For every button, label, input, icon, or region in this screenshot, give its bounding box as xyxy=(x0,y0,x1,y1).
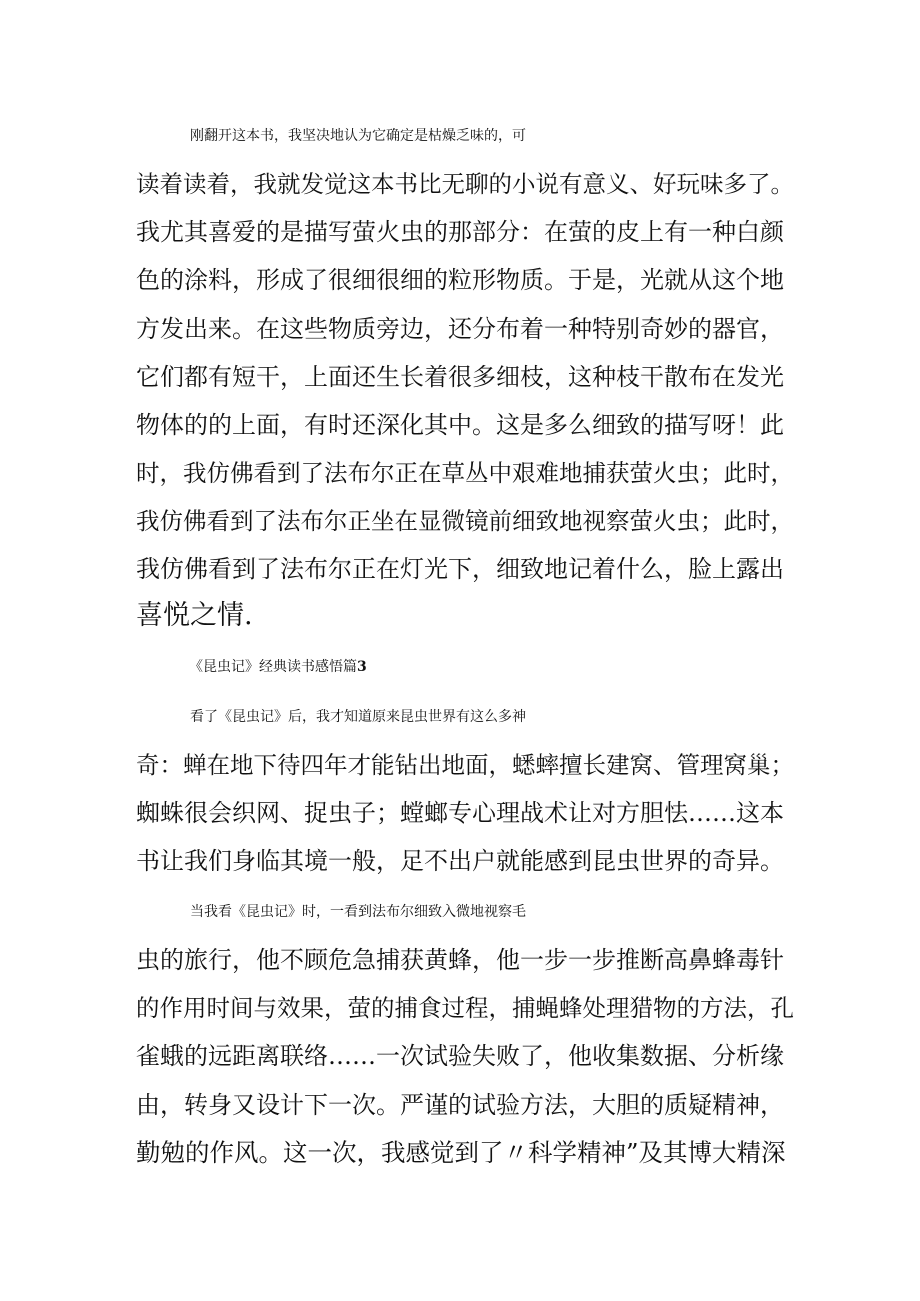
paragraph-1-line-8: 时，我仿佛看到了法布尔正在草丛中艰难地捕获萤火虫；此时， xyxy=(136,459,794,487)
paragraph-3-line-6: 勤勉的作风。这一次，我感觉到了〃科学精神”及其博大精深 xyxy=(136,1138,786,1167)
paragraph-2-line-4: 书让我们身临其境一般，足不出户就能感到昆虫世界的奇异。 xyxy=(136,847,784,875)
section-heading-text: 《昆虫记》经典读书感悟篇 xyxy=(189,659,357,675)
paragraph-2-line-1: 看了《昆虫记》后，我才知道原来昆虫世界有这么多神 xyxy=(190,709,526,725)
paragraph-1-line-1: 刚翻开这本书，我坚决地认为它确定是枯燥乏味的，可 xyxy=(190,128,526,144)
paragraph-3-line-5: 由，转身又设计下一次。严谨的试验方法，大胆的质疑精神， xyxy=(136,1091,784,1119)
paragraph-2-line-2: 奇：蝉在地下待四年才能钻出地面，蟋蟀擅长建窝、管理窝巢； xyxy=(136,751,794,779)
section-heading-number: 3 xyxy=(357,659,367,675)
paragraph-1-line-2: 读着读着，我就发觉这本书比无聊的小说有意义、好玩味多了。 xyxy=(136,170,794,198)
section-heading xyxy=(189,647,849,687)
paragraph-3-line-3: 的作用时间与效果，萤的捕食过程，捕蝇蜂处理猎物的方法，孔 xyxy=(136,994,794,1022)
paragraph-1-line-3: 我尤其喜爱的是描写萤火虫的那部分：在萤的皮上有一种白颜 xyxy=(136,218,784,246)
paragraph-2-line-3: 蜘蛛很会织网、捉虫子；螳螂专心理战术让对方胆怯……这本 xyxy=(136,799,784,827)
paragraph-1-line-11: 喜悦之情. xyxy=(136,600,253,631)
paragraph-1-line-6: 它们都有短干，上面还生长着很多细枝，这种枝干散布在发光 xyxy=(136,363,784,391)
paragraph-3-line-4: 雀蛾的远距离联络……一次试验失败了，他收集数据、分析缘 xyxy=(136,1042,784,1070)
paragraph-3-line-2: 虫的旅行，他不顾危急捕获黄蜂，他一步一步推断高鼻蜂毒针 xyxy=(136,946,784,974)
paragraph-1-line-4: 色的涂料，形成了很细很细的粒形物质。于是，光就从这个地 xyxy=(136,266,784,294)
paragraph-3-line-1: 当我看《昆虫记》时，一看到法布尔细致入微地视察毛 xyxy=(190,904,526,920)
paragraph-1-line-7: 物体的的上面，有时还深化其中。这是多么细致的描写呀！此 xyxy=(136,411,784,439)
paragraph-1-line-9: 我仿佛看到了法布尔正坐在显微镜前细致地视察萤火虫；此时， xyxy=(136,507,794,535)
paragraph-1-line-10: 我仿佛看到了法布尔正在灯光下，细致地记着什么，脸上露出 xyxy=(136,555,784,583)
paragraph-1-line-5: 方发出来。在这些物质旁边，还分布着一种特别奇妙的器官， xyxy=(136,315,784,343)
